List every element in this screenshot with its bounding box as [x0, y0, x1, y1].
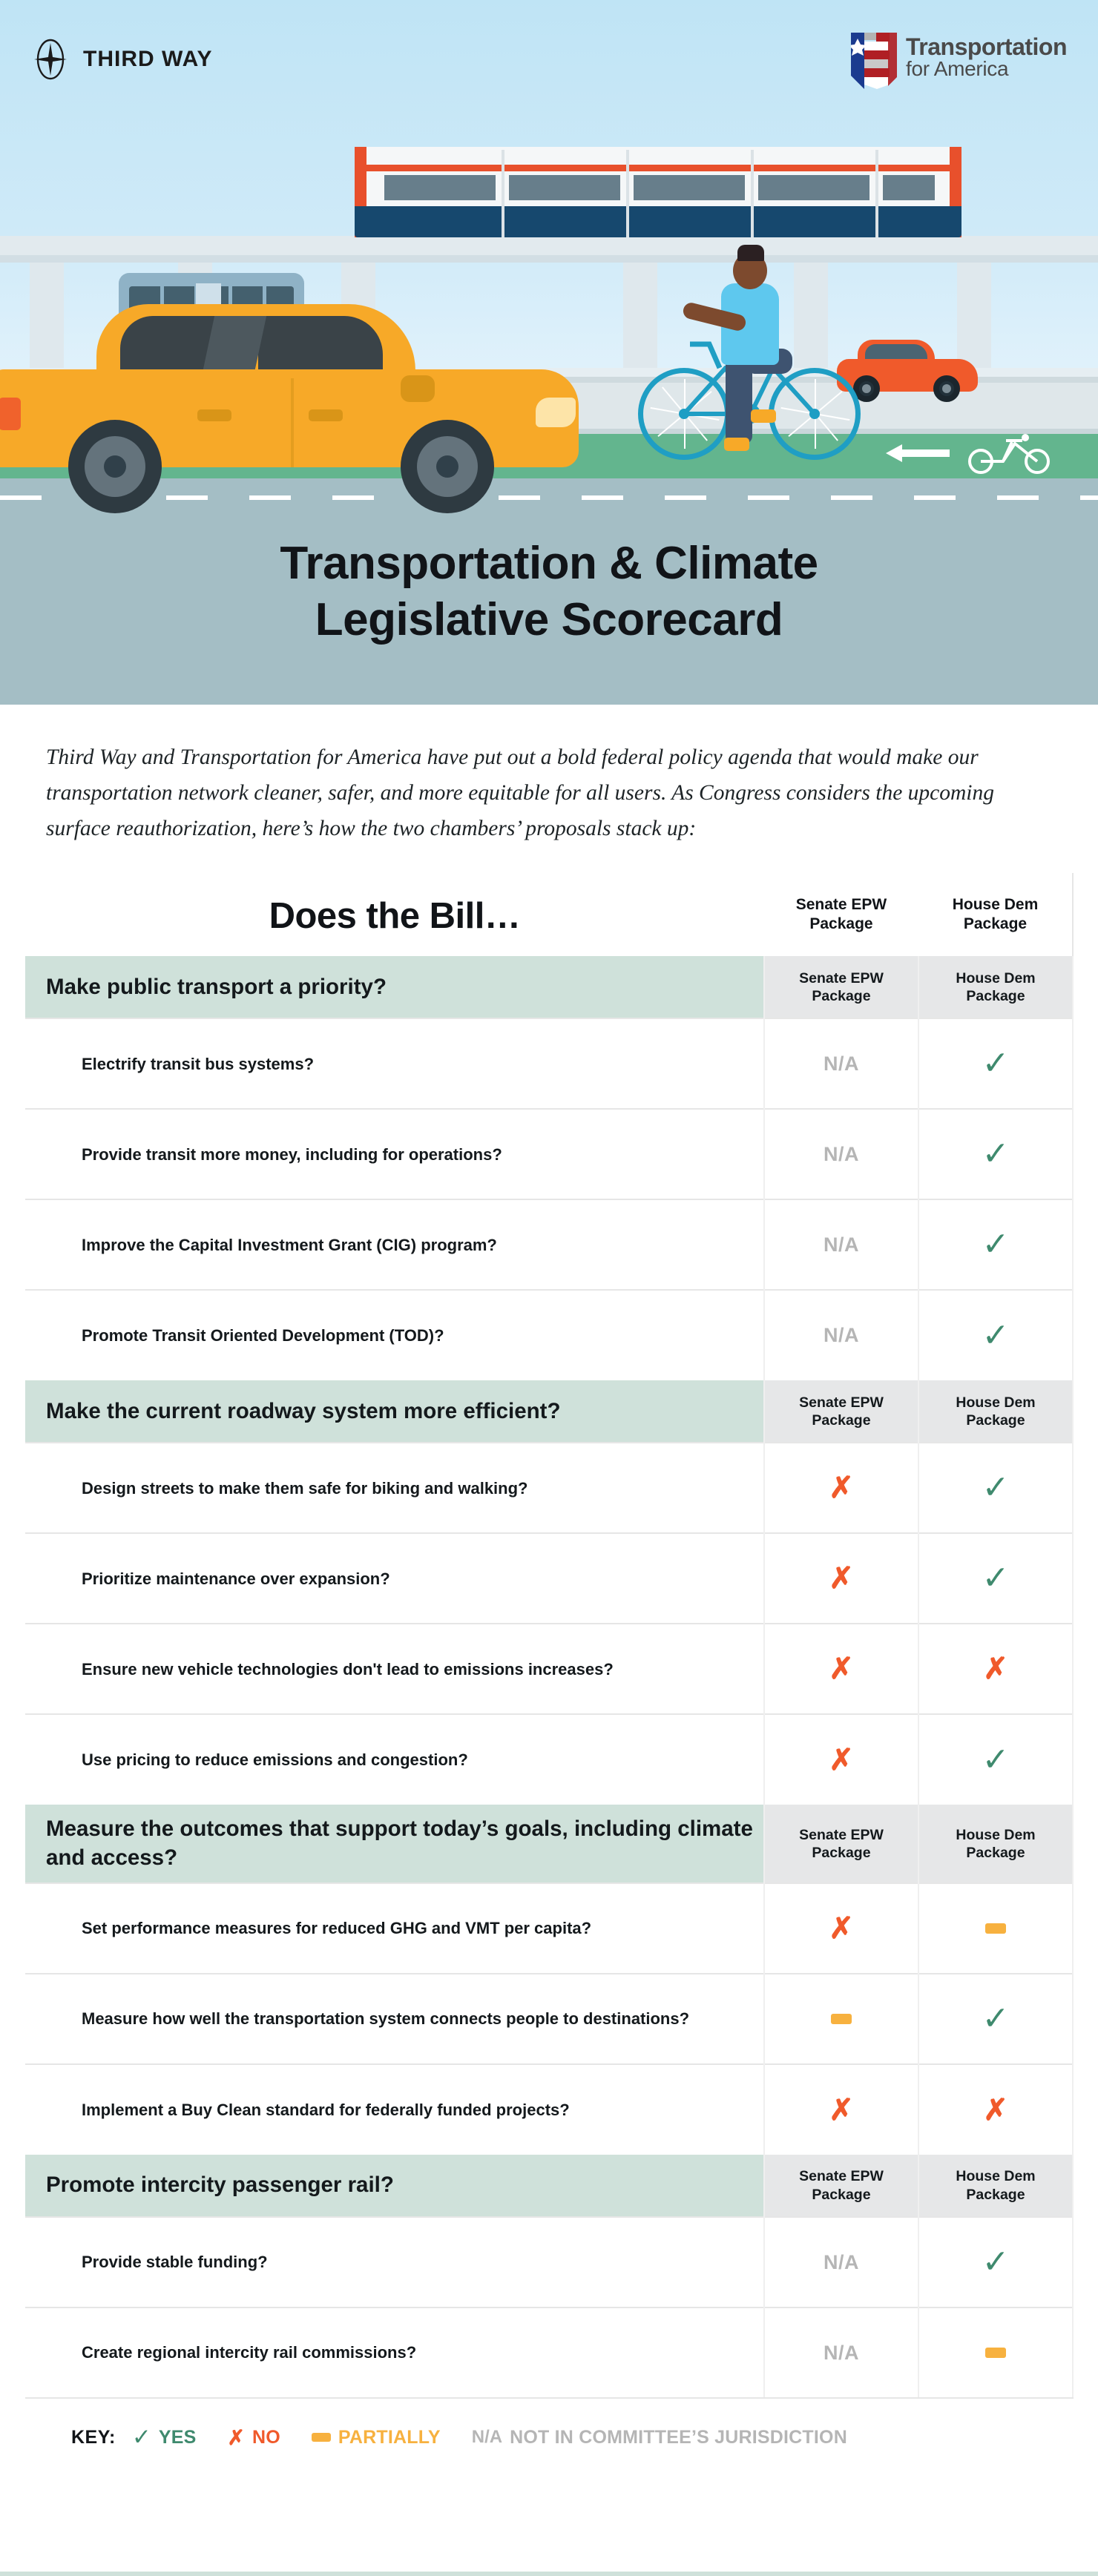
table-row: [25, 1533, 1073, 1624]
cross-icon: ✗: [829, 2093, 854, 2127]
question-cell: Set performance measures for reduced GHG and VMT per capita?: [25, 1883, 764, 1974]
section-col-header-house: House Dem Package: [918, 956, 1073, 1018]
question-cell: Provide transit more money, including for operations?: [25, 1109, 764, 1199]
column-header-senate-line1: Senate EPW: [795, 896, 887, 914]
table-row: [25, 1883, 1073, 1974]
page-title-line1: Transportation & Climate: [280, 538, 818, 589]
question-cell: Ensure new vehicle technologies don't lead to emissions increases?: [25, 1624, 764, 1714]
page-title-line2: Legislative Scorecard: [315, 593, 783, 645]
senate-result-cell: [764, 1533, 918, 1624]
legend-item-label: YES: [158, 2426, 197, 2448]
brand-bar: [0, 0, 1098, 119]
legend-item-label: NOT IN COMMITTEE’S JURISDICTION: [510, 2426, 847, 2448]
senate-result-cell: [764, 1443, 918, 1533]
senate-result-cell: [764, 1109, 918, 1199]
legend-label: KEY:: [71, 2426, 116, 2448]
question-cell: Create regional intercity rail commissions?: [25, 2307, 764, 2398]
table-row: [25, 1109, 1073, 1199]
na-label: N/A: [824, 1142, 859, 1165]
checkmark-icon: ✓: [982, 1317, 1010, 1354]
table-row: [25, 2217, 1073, 2307]
house-result-cell: [918, 1199, 1073, 1290]
section-col-header-house: House Dem Package: [918, 2155, 1073, 2217]
section-header-row: [25, 1805, 1073, 1883]
title-band: [0, 519, 1098, 705]
senate-result-cell: [764, 2307, 918, 2398]
scorecard-table: [25, 873, 1074, 2399]
question-cell: Electrify transit bus systems?: [25, 1018, 764, 1109]
legend-item-part: [312, 2427, 441, 2448]
checkmark-icon: ✓: [982, 1226, 1010, 1263]
cross-icon: ✗: [829, 1743, 854, 1776]
section-heading: Make public transport a priority?: [25, 956, 764, 1018]
question-cell: Prioritize maintenance over expansion?: [25, 1533, 764, 1624]
dash-icon: [985, 1923, 1006, 1934]
transportation-for-america-logo: [851, 33, 1067, 89]
table-row: [25, 2064, 1073, 2155]
cross-icon: ✗: [983, 2093, 1008, 2127]
dash-icon: [831, 2014, 852, 2024]
house-result-cell: [918, 1624, 1073, 1714]
column-header-house: [918, 873, 1073, 956]
light-rail-train: [355, 147, 961, 237]
intro-paragraph: Third Way and Transportation for America have put out a bold federal policy agenda that would make our transportation network cleaner, safer, and more equitable for all users. As Congress considers the upcoming surface reauthorization, here’s how the two chambers’ proposals stack up:: [46, 745, 995, 840]
question-cell: Measure how well the transportation system connects people to destinations?: [25, 1974, 764, 2064]
column-header-house-line2: Package: [963, 915, 1028, 933]
na-label: N/A: [824, 2250, 859, 2273]
section-heading: Measure the outcomes that support today’s goals, including climate and access?: [25, 1805, 764, 1883]
hero-illustration: [0, 0, 1098, 519]
usa-flag-chevron-icon: [851, 33, 897, 89]
section-header-row: [25, 1380, 1073, 1443]
cross-icon: ✗: [227, 2425, 245, 2449]
cyclist: [638, 245, 861, 460]
yellow-car: [0, 304, 594, 519]
section-col-header-senate: Senate EPW Package: [764, 1805, 918, 1883]
bike-lane-symbol-icon: [960, 432, 1064, 475]
table-row: [25, 1714, 1073, 1805]
section-col-header-senate: Senate EPW Package: [764, 1380, 918, 1443]
question-cell: Implement a Buy Clean standard for federally funded projects?: [25, 2064, 764, 2155]
legend-item-yes: [132, 2424, 197, 2451]
question-cell: Design streets to make them safe for biking and walking?: [25, 1443, 764, 1533]
na-icon: N/A: [471, 2427, 503, 2448]
table-title: Does the Bill…: [25, 873, 764, 956]
table-row: [25, 1290, 1073, 1380]
table-row: [25, 1199, 1073, 1290]
cross-icon: ✗: [829, 1472, 854, 1505]
section-col-header-senate: Senate EPW Package: [764, 956, 918, 1018]
section-header-row: [25, 956, 1073, 1018]
lane-arrow-icon: [886, 444, 950, 463]
checkmark-icon: ✓: [982, 1136, 1010, 1173]
na-label: N/A: [824, 1324, 859, 1347]
question-cell: Improve the Capital Investment Grant (CIG) program?: [25, 1199, 764, 1290]
checkmark-icon: ✓: [982, 1741, 1010, 1778]
legend-item-no: [227, 2425, 280, 2450]
cross-icon: ✗: [983, 1653, 1008, 1686]
section-col-header-house: House Dem Package: [918, 1380, 1073, 1443]
senate-result-cell: [764, 2217, 918, 2307]
table-row: [25, 1443, 1073, 1533]
checkmark-icon: ✓: [131, 2424, 151, 2451]
na-label: N/A: [824, 1233, 859, 1256]
table-row: [25, 1018, 1073, 1109]
viaduct-upper-deck-shadow: [0, 255, 1098, 263]
senate-result-cell: [764, 1290, 918, 1380]
section-col-header-senate: Senate EPW Package: [764, 2155, 918, 2217]
legend-item-na: [472, 2427, 847, 2448]
na-label: N/A: [824, 2341, 859, 2364]
senate-result-cell: [764, 1883, 918, 1974]
scorecard-table-wrap: [0, 869, 1098, 2399]
house-result-cell: [918, 1018, 1073, 1109]
legend-key: [0, 2399, 1098, 2470]
third-way-logo: [30, 39, 213, 80]
house-result-cell: [918, 2217, 1073, 2307]
section-heading: Make the current roadway system more efficient?: [25, 1380, 764, 1443]
intro-paragraph-wrap: [0, 705, 1098, 869]
house-result-cell: [918, 1290, 1073, 1380]
house-result-cell: [918, 2307, 1073, 2398]
dash-icon: [985, 2348, 1006, 2358]
column-header-senate: [764, 873, 918, 956]
question-cell: Use pricing to reduce emissions and congestion?: [25, 1714, 764, 1805]
section-heading: Promote intercity passenger rail?: [25, 2155, 764, 2217]
third-way-wordmark: THIRD WAY: [83, 47, 213, 71]
legend-item-label: PARTIALLY: [338, 2426, 441, 2448]
question-cell: Provide stable funding?: [25, 2217, 764, 2307]
senate-result-cell: [764, 2064, 918, 2155]
page-title: [0, 536, 1098, 648]
dash-icon: [312, 2433, 331, 2442]
senate-result-cell: [764, 1018, 918, 1109]
checkmark-icon: ✓: [982, 1560, 1010, 1597]
question-cell: Promote Transit Oriented Development (TOD)?: [25, 1290, 764, 1380]
t4a-wordmark-line1: Transportation: [905, 33, 1067, 60]
na-label: N/A: [824, 1052, 859, 1075]
senate-result-cell: [764, 1199, 918, 1290]
house-result-cell: [918, 2064, 1073, 2155]
checkmark-icon: ✓: [982, 1045, 1010, 1082]
house-result-cell: [918, 1883, 1073, 1974]
house-result-cell: [918, 1109, 1073, 1199]
column-header-house-line1: House Dem: [952, 896, 1039, 914]
senate-result-cell: [764, 1714, 918, 1805]
house-result-cell: [918, 1714, 1073, 1805]
column-header-senate-line2: Package: [809, 915, 873, 933]
checkmark-icon: ✓: [982, 2000, 1010, 2038]
cross-icon: ✗: [829, 1653, 854, 1686]
footer-rule: [0, 2572, 1098, 2576]
table-row: [25, 1624, 1073, 1714]
table-row: [25, 1974, 1073, 2064]
checkmark-icon: ✓: [982, 2244, 1010, 2281]
senate-result-cell: [764, 1624, 918, 1714]
legend-item-label: NO: [252, 2426, 280, 2448]
checkmark-icon: ✓: [982, 1469, 1010, 1506]
cross-icon: ✗: [829, 1562, 854, 1595]
section-col-header-house: House Dem Package: [918, 1805, 1073, 1883]
table-header-row: [25, 873, 1073, 956]
table-row: [25, 2307, 1073, 2398]
senate-result-cell: [764, 1974, 918, 2064]
house-result-cell: [918, 1443, 1073, 1533]
house-result-cell: [918, 1974, 1073, 2064]
cross-icon: ✗: [829, 1912, 854, 1946]
section-header-row: [25, 2155, 1073, 2217]
t4a-wordmark-line2: for America: [905, 57, 1009, 80]
compass-rose-icon: [30, 39, 71, 80]
house-result-cell: [918, 1533, 1073, 1624]
viaduct-upper-deck: [0, 236, 1098, 255]
